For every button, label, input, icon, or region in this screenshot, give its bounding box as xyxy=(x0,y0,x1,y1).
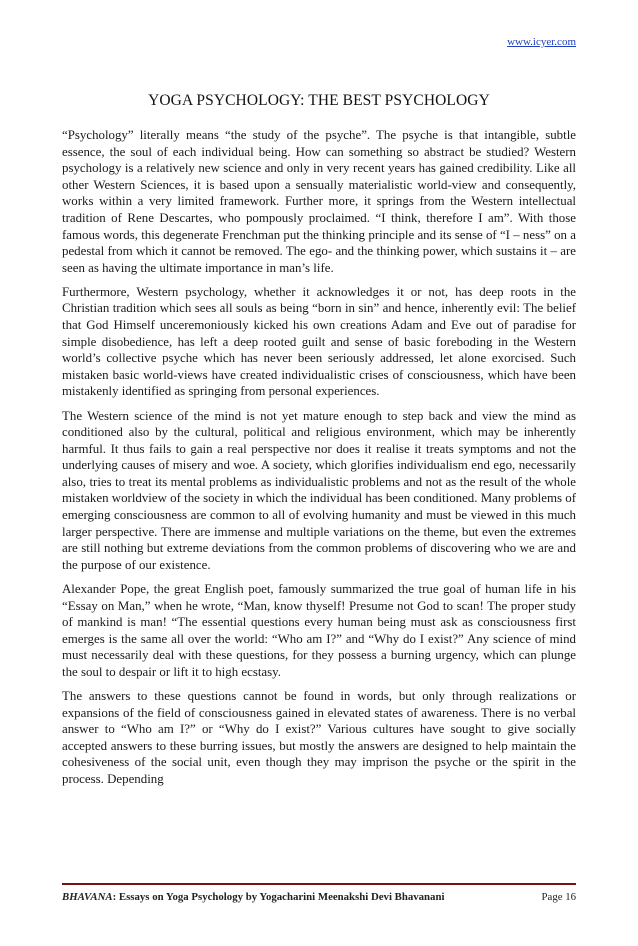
article-body xyxy=(62,127,576,795)
paragraph: Furthermore, Western psychology, whether it acknowledges it or not, has deep roots in the Christian tradition which sees all souls as being “born in sin” and hence, inherently evil: The belief that God Himself unceremoniously kicked his own creations Adam and Eve out of paradise for simple disobedience, has left a deep rooted guilt and sense of basic foreboding in the Western world’s collective psyche which has never been seriously addressed, let alone exorcised. Such mistaken basic world-views have created individualistic crises of consciousness, which have been mistakenly identified as springing from personal experiences. xyxy=(62,284,576,399)
page-number: Page 16 xyxy=(541,891,576,903)
paragraph: “Psychology” literally means “the study of the psyche”. The psyche is that intangible, subtle essence, the soul of each individual being. How can something so abstract be studied? Western psychology is a relatively new science and only in very recent years has gained credibility. Like all other Western Sciences, it is based upon a sensually materialistic world-view and consequently, works within a very limited framework. Further more, it springs from the Western intellectual tradition of Rene Descartes, who pompously proclaimed. “I think, therefore I am”. With those famous words, this degenerate Frenchman put the thinking principle and its sense of “I – ness” on a pedestal from which it cannot be removed. The ego- and the thinking power, which sustains it – are seen as having the ultimate importance in man’s life. xyxy=(62,128,576,275)
paragraph: The answers to these questions cannot be found in words, but only through realizations or expansions of the field of consciousness gained in elevated states of awareness. There is no verbal answer to “Who am I?” or “Why do I exist?” Various cultures have sought to give socially accepted answers to these burring issues, but mostly the answers are designed to help maintain the cohesiveness of the social unit, even though they may imprison the psyche or the spirit in the process. Depending xyxy=(62,689,576,786)
footer-book-info xyxy=(62,891,444,903)
page-title: YOGA PSYCHOLOGY: THE BEST PSYCHOLOGY xyxy=(148,92,490,110)
footer-subtitle: : Essays on Yoga Psychology by Yogacharini Meenakshi Devi Bhavanani xyxy=(112,891,445,903)
footer-divider xyxy=(62,883,576,885)
website-link[interactable]: www.icyer.com xyxy=(507,36,576,48)
paragraph: The Western science of the mind is not yet mature enough to step back and view the mind as conditioned also by the cultural, political and religious environment, which may be inherently harmful. It thus fails to gain a real perspective nor does it realise it treats symptoms and not the underlying causes of misery and woe. A society, which glorifies individualism end ego, necessarily also, tries to treat its mental problems as individualistic problems and not as the result of the whole mistaken worldview of the society in which the individual has been conditioned. Many problems of emerging consciousness are common to all of evolving humanity and must be viewed in this much larger perspective. There are immense and multiple variations on the theme, but even the extremes are still nothing but extreme deviations from the common problems of discovering who we are and the purpose of our existence. xyxy=(62,408,576,572)
paragraph: Alexander Pope, the great English poet, famously summarized the true goal of human life in his “Essay on Man,” when he wrote, “Man, know thyself! Presume not God to scan! The proper study of mankind is man! “The essential questions every human being must ask as consciousness first emerges is the same all over the world: “Who am I?” and “Why do I exist?” Any science of mind must necessarily deal with these questions, for they possess a burning urgency, which can plunge the soul to despair or lift it to high ecstasy. xyxy=(62,581,576,679)
footer-book-title: BHAVANA xyxy=(62,891,113,903)
